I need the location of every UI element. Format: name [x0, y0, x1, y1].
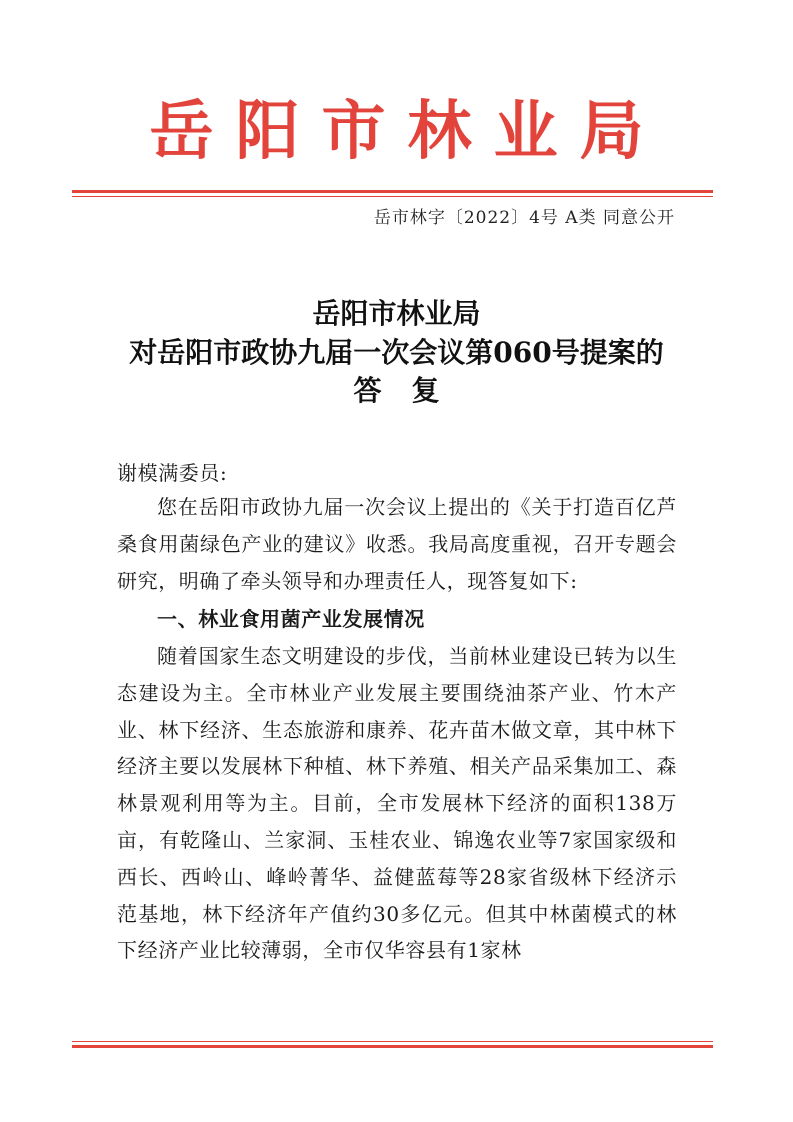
title-line-2: 对岳阳市政协九届一次会议第060号提案的	[129, 336, 664, 369]
footer-rule-thick	[72, 1045, 713, 1048]
title-line-1: 岳阳市林业局	[312, 297, 481, 330]
body-paragraph-1: 您在岳阳市政协九届一次会议上提出的《关于打造百亿芦桑食用菌绿色产业的建议》收悉。我局高度重视，召开专题会研究，明确了牵头领导和办理责任人，现答复如下:	[117, 495, 677, 593]
section-heading-1: 一、林业食用菌产业发展情况	[157, 607, 425, 631]
body-paragraph-2: 随着国家生态文明建设的步伐，当前林业建设已转为以生态建设为主。全市林业产业发展主要围绕油茶产业、竹木产业、林下经济、生态旅游和康养、花卉苗木做文章，其中林下经济主要以发展林下种植、林下养殖、相关产品采集加工、森林景观利用等为主。目前，全市发展林下经济的面积138万亩，有乾隆山、兰家洞、玉桂农业、锦逸农业等7家国家级和西长、西岭山、峰岭菁华、益健蓝莓等28家省级林下经济示范基地，林下经济年产值约30多亿元。但其中林菌模式的林下经济产业比较薄弱，全市仅华容县有1家林	[117, 644, 677, 963]
letterhead-rule-thin	[72, 196, 713, 197]
salutation: 谢模满委员:	[117, 461, 228, 485]
letterhead-rule-thick	[72, 190, 713, 193]
document-number: 岳市林字〔2022〕4号 A类 同意公开	[373, 208, 675, 228]
footer-rule-thin	[72, 1041, 713, 1042]
letterhead-org-name: 岳阳市林业局	[149, 94, 666, 169]
title-line-3: 答复	[353, 374, 470, 407]
